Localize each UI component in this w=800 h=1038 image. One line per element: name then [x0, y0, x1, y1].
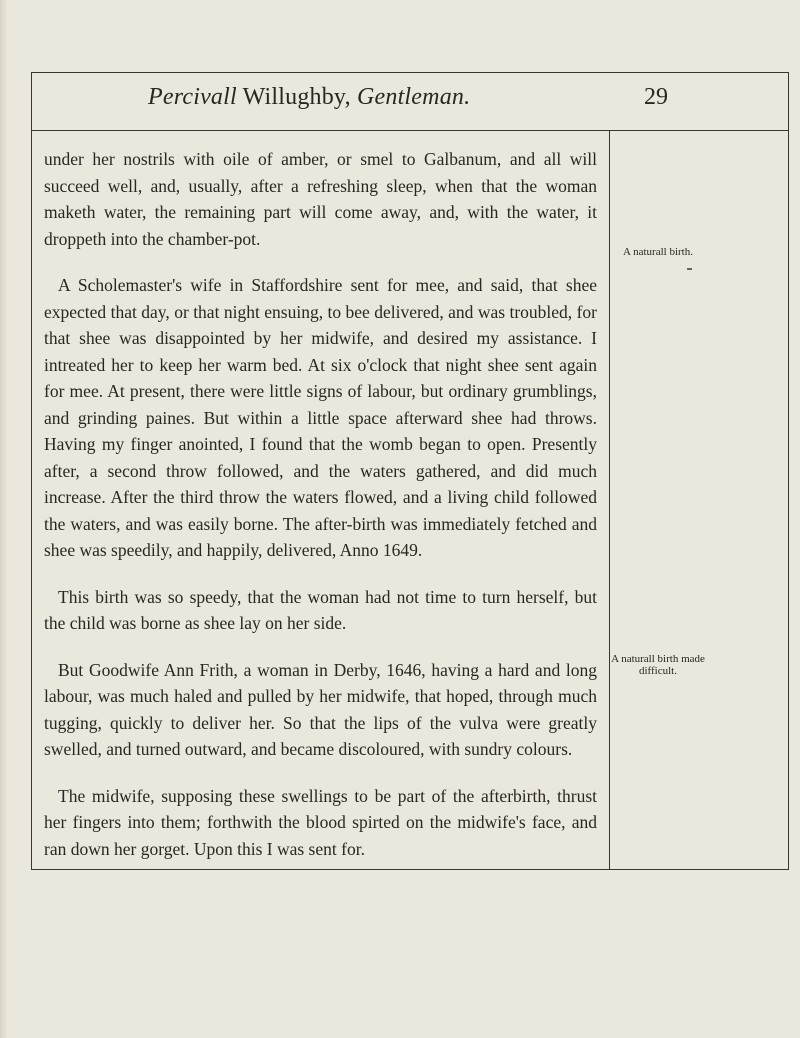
page-number: 29: [644, 84, 668, 110]
margin-note-natural-birth: A naturall birth.: [623, 246, 693, 258]
running-title-gentleman: Gentleman.: [356, 84, 471, 110]
paragraph-3: This birth was so speedy, that the woman had not time to turn herself, but the child was borne as shee lay on her side.: [44, 586, 597, 633]
running-title-surname: Willughby,: [236, 84, 357, 110]
paragraph-2: A Scholemaster's wife in Staffordshire sent for mee, and said, that shee expected that day, or that night ensuing, to bee delivered, and was troubled, for that shee was disappointed by her midwife, and desired my assistance. I intreated her to keep her warm bed. At six o'clock that night shee sent again for mee. At present, there were little signs of labour, but ordinary grumblings, and grinding paines. But within a little space afterward shee had throws. Having my finger anointed, I found that the womb began to open. Presently after, a second throw followed, and the waters gathered, and did much increase. After the third throw the waters flowed, and a living child followed the waters, and was easily borne. The after-birth was immediately fetched and shee was speedily, and happily, delivered, Anno 1649.: [44, 275, 597, 560]
margin-note-birth-made-difficult: A naturall birth made difficult.: [611, 653, 705, 677]
running-title: [148, 84, 470, 111]
body-text: [44, 146, 597, 882]
page-edge-shadow: [0, 0, 8, 1038]
paragraph-1: under her nostrils with oile of amber, or smel to Galbanum, and all will succeed well, and, usually, after a refreshing sleep, when that the woman maketh water, the remaining part will come away, and, with the water, it droppeth into the chamber-pot.: [44, 149, 597, 249]
paragraph-5: The midwife, supposing these swellings to be part of the afterbirth, thrust her fingers into them; forthwith the blood spirted on the midwife's face, and ran down her gorget. Upon this I was sent for.: [44, 785, 597, 859]
print-speck: [687, 268, 692, 270]
margin-column-divider: [609, 130, 610, 870]
paragraph-4: But Goodwife Ann Frith, a woman in Derby, 1646, having a hard and long labour, was much haled and pulled by her midwife, that hoped, through much tugging, quickly to deliver her. So that the lips of the vulva were greatly swelled, and turned outward, and became discoloured, with sundry colours.: [44, 659, 597, 759]
running-title-first-name: Percivall: [148, 84, 237, 110]
header-rule: [31, 130, 789, 131]
